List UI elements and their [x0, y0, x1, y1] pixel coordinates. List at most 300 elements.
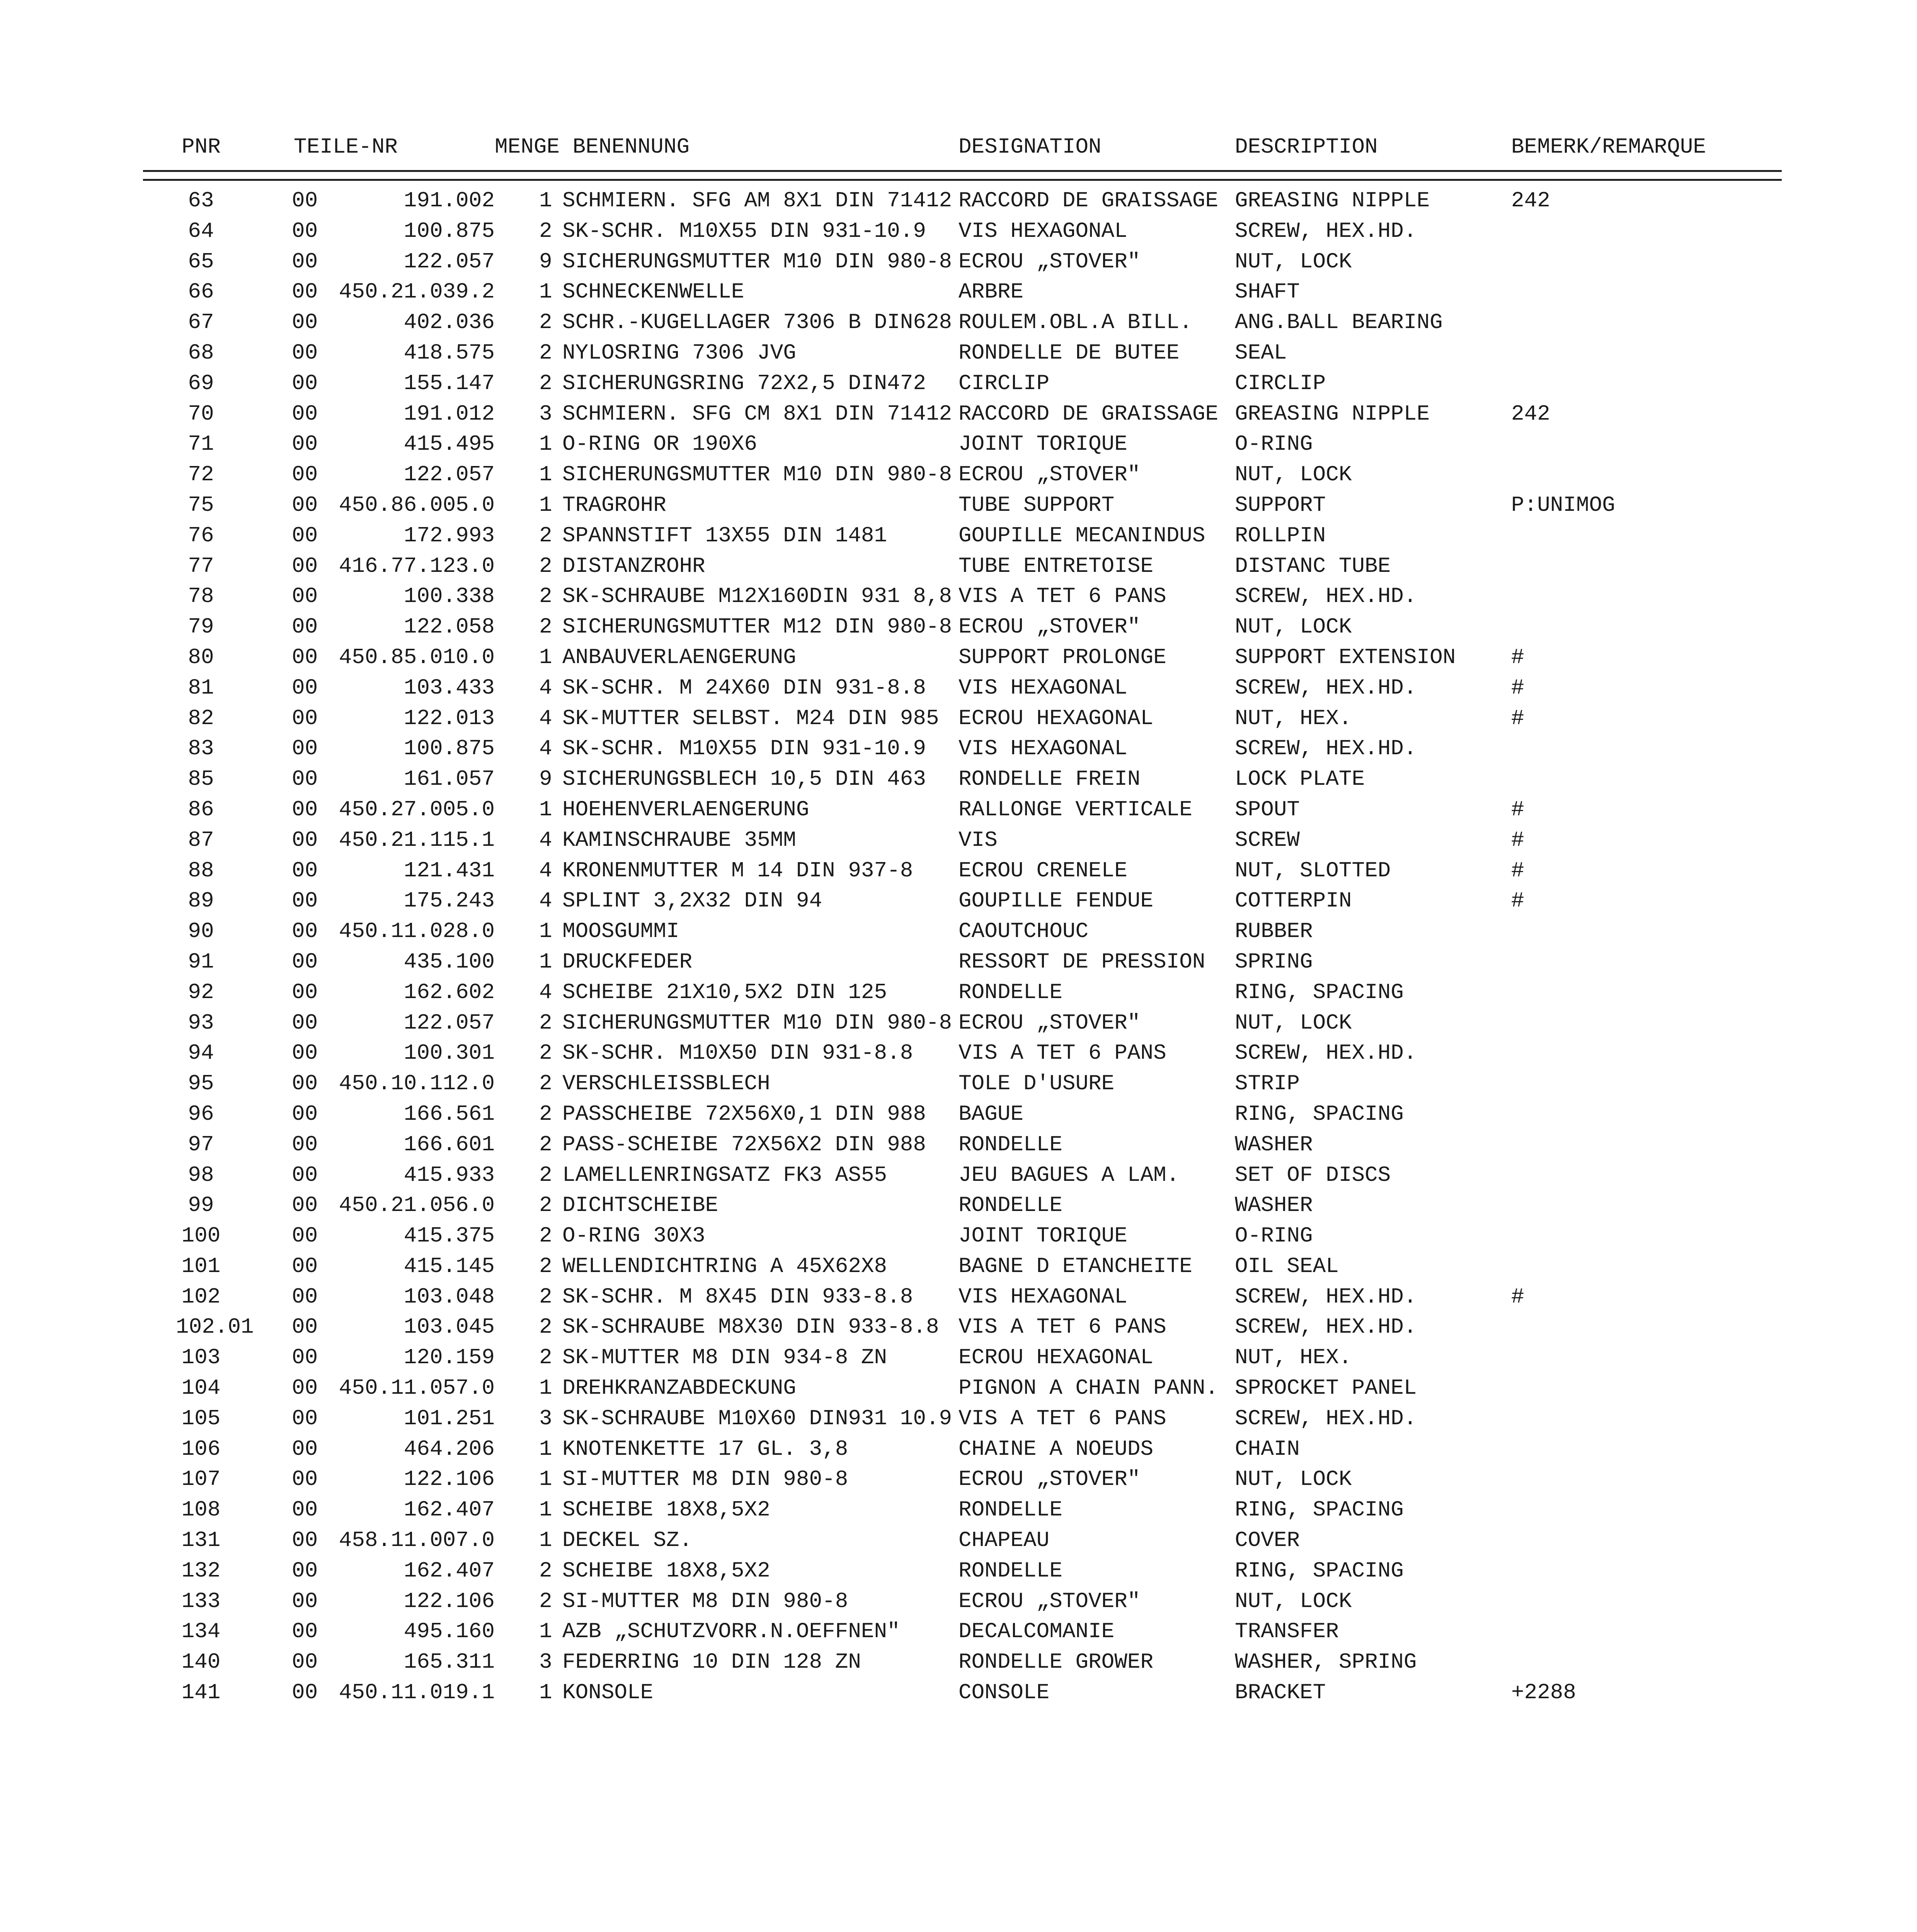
part-position-number: 88 [188, 858, 214, 883]
part-designation-fr: RONDELLE [958, 1132, 1062, 1157]
part-quantity: 1 [539, 279, 552, 304]
part-number: 435.100 [403, 949, 495, 974]
part-subcode: 00 [292, 218, 318, 243]
table-row [0, 581, 1917, 612]
part-position-number: 69 [188, 371, 214, 396]
part-position-number: 140 [181, 1650, 221, 1675]
part-position-number: 103 [181, 1345, 221, 1370]
part-position-number: 101 [181, 1253, 221, 1279]
part-subcode: 00 [292, 492, 318, 517]
part-subcode: 00 [292, 949, 318, 974]
table-row [0, 1038, 1917, 1068]
part-quantity: 2 [539, 1071, 552, 1096]
part-designation-fr: PIGNON A CHAIN PANN. [958, 1376, 1219, 1401]
part-designation-fr: VIS [958, 827, 998, 852]
part-position-number: 76 [188, 523, 214, 548]
part-quantity: 1 [539, 645, 552, 670]
table-row [0, 1556, 1917, 1586]
table-row [0, 520, 1917, 551]
part-subcode: 00 [292, 614, 318, 639]
part-quantity: 2 [539, 1101, 552, 1126]
part-designation-fr: ARBRE [958, 279, 1024, 304]
table-row [0, 977, 1917, 1008]
part-remark: +2288 [1511, 1680, 1577, 1705]
part-description-en: WASHER [1235, 1132, 1313, 1157]
part-subcode: 00 [292, 767, 318, 792]
part-quantity: 3 [539, 401, 552, 426]
part-description-en: GREASING NIPPLE [1235, 188, 1430, 213]
part-subcode: 00 [292, 675, 318, 700]
table-row [0, 764, 1917, 794]
part-remark: # [1511, 706, 1524, 731]
part-description-en: COTTERPIN [1235, 888, 1352, 913]
part-number: 415.933 [403, 1162, 495, 1187]
part-name-de: SPLINT 3,2X32 DIN 94 [562, 888, 822, 913]
table-row [0, 307, 1917, 338]
part-quantity: 3 [539, 1650, 552, 1675]
part-position-number: 89 [188, 888, 214, 913]
part-number: 165.311 [403, 1650, 495, 1675]
part-position-number: 90 [188, 919, 214, 944]
part-quantity: 2 [539, 340, 552, 365]
part-number: 450.27.005.0 [339, 797, 495, 822]
part-position-number: 141 [181, 1680, 221, 1705]
part-position-number: 63 [188, 188, 214, 213]
part-position-number: 102 [181, 1284, 221, 1309]
part-number: 464.206 [403, 1436, 495, 1461]
part-number: 450.10.112.0 [339, 1071, 495, 1096]
part-subcode: 00 [292, 279, 318, 304]
part-number: 418.575 [403, 340, 495, 365]
part-description-en: SPRING [1235, 949, 1313, 974]
table-row [0, 1586, 1917, 1617]
part-subcode: 00 [292, 797, 318, 822]
part-designation-fr: TOLE D'USURE [958, 1071, 1115, 1096]
parts-table [0, 185, 1917, 1708]
part-subcode: 00 [292, 1436, 318, 1461]
part-remark: # [1511, 1284, 1524, 1309]
part-subcode: 00 [292, 1223, 318, 1248]
part-subcode: 00 [292, 1041, 318, 1066]
part-description-en: LOCK PLATE [1235, 767, 1365, 792]
part-remark: # [1511, 797, 1524, 822]
part-name-de: SCHNECKENWELLE [562, 279, 744, 304]
part-number: 100.875 [403, 736, 495, 761]
part-designation-fr: ECROU „STOVER" [958, 249, 1141, 274]
part-position-number: 93 [188, 1010, 214, 1035]
part-position-number: 100 [181, 1223, 221, 1248]
table-row [0, 1525, 1917, 1556]
part-number: 122.058 [403, 614, 495, 639]
part-remark: P:UNIMOG [1511, 492, 1615, 517]
table-row [0, 855, 1917, 886]
part-number: 402.036 [403, 310, 495, 335]
part-position-number: 99 [188, 1193, 214, 1218]
part-quantity: 4 [539, 706, 552, 731]
part-subcode: 00 [292, 980, 318, 1005]
part-description-en: NUT, HEX. [1235, 706, 1352, 731]
part-subcode: 00 [292, 888, 318, 913]
part-number: 450.85.010.0 [339, 645, 495, 670]
part-description-en: STRIP [1235, 1071, 1300, 1096]
part-position-number: 108 [181, 1497, 221, 1522]
table-row [0, 1434, 1917, 1464]
part-name-de: KONSOLE [562, 1680, 654, 1705]
part-designation-fr: TUBE SUPPORT [958, 492, 1115, 517]
part-description-en: NUT, SLOTTED [1235, 858, 1391, 883]
part-name-de: DICHTSCHEIBE [562, 1193, 718, 1218]
part-subcode: 00 [292, 919, 318, 944]
part-description-en: SET OF DISCS [1235, 1162, 1391, 1187]
part-quantity: 2 [539, 1315, 552, 1340]
part-description-en: SCREW, HEX.HD. [1235, 1315, 1417, 1340]
part-designation-fr: CONSOLE [958, 1680, 1050, 1705]
part-designation-fr: TUBE ENTRETOISE [958, 553, 1154, 578]
part-number: 120.159 [403, 1345, 495, 1370]
part-designation-fr: VIS A TET 6 PANS [958, 1041, 1166, 1066]
part-designation-fr: DECALCOMANIE [958, 1619, 1115, 1644]
part-name-de: NYLOSRING 7306 JVG [562, 340, 796, 365]
part-number: 162.602 [403, 980, 495, 1005]
part-name-de: DECKEL SZ. [562, 1528, 693, 1553]
part-name-de: LAMELLENRINGSATZ FK3 AS55 [562, 1162, 887, 1187]
part-designation-fr: JOINT TORIQUE [958, 1223, 1127, 1248]
part-number: 122.057 [403, 462, 495, 487]
table-row [0, 551, 1917, 582]
part-designation-fr: ECROU „STOVER" [958, 1467, 1141, 1492]
part-remark: 242 [1511, 401, 1550, 426]
table-row [0, 459, 1917, 490]
part-designation-fr: SUPPORT PROLONGE [958, 645, 1166, 670]
part-designation-fr: RONDELLE [958, 980, 1062, 1005]
part-name-de: DRUCKFEDER [562, 949, 693, 974]
part-subcode: 00 [292, 1467, 318, 1492]
part-name-de: SK-MUTTER SELBST. M24 DIN 985 [562, 706, 939, 731]
part-position-number: 96 [188, 1101, 214, 1126]
part-number: 100.338 [403, 584, 495, 609]
part-description-en: SCREW [1235, 827, 1300, 852]
part-number: 415.495 [403, 432, 495, 457]
part-name-de: SICHERUNGSBLECH 10,5 DIN 463 [562, 767, 926, 792]
part-remark: # [1511, 827, 1524, 852]
part-subcode: 00 [292, 1193, 318, 1218]
part-subcode: 00 [292, 1680, 318, 1705]
table-row [0, 399, 1917, 429]
table-row [0, 1342, 1917, 1373]
part-quantity: 1 [539, 949, 552, 974]
table-row [0, 1312, 1917, 1342]
part-quantity: 1 [539, 1680, 552, 1705]
part-name-de: SK-SCHR. M10X55 DIN 931-10.9 [562, 218, 926, 243]
part-subcode: 00 [292, 401, 318, 426]
part-subcode: 00 [292, 1010, 318, 1035]
part-name-de: WELLENDICHTRING A 45X62X8 [562, 1253, 887, 1279]
table-row [0, 338, 1917, 368]
part-remark: # [1511, 675, 1524, 700]
part-quantity: 1 [539, 919, 552, 944]
part-name-de: MOOSGUMMI [562, 919, 679, 944]
part-description-en: RING, SPACING [1235, 1101, 1404, 1126]
part-quantity: 2 [539, 1284, 552, 1309]
part-name-de: SICHERUNGSMUTTER M12 DIN 980-8 [562, 614, 952, 639]
part-designation-fr: CIRCLIP [958, 371, 1050, 396]
part-designation-fr: RALLONGE VERTICALE [958, 797, 1192, 822]
table-row [0, 642, 1917, 673]
part-designation-fr: ECROU CRENELE [958, 858, 1127, 883]
part-number: 415.145 [403, 1253, 495, 1279]
part-designation-fr: RESSORT DE PRESSION [958, 949, 1205, 974]
table-row [0, 733, 1917, 764]
part-name-de: SK-SCHRAUBE M12X160DIN 931 8,8 [562, 584, 952, 609]
part-description-en: CIRCLIP [1235, 371, 1326, 396]
part-number: 450.11.057.0 [339, 1376, 495, 1401]
part-position-number: 66 [188, 279, 214, 304]
part-subcode: 00 [292, 1650, 318, 1675]
table-row [0, 825, 1917, 855]
part-subcode: 00 [292, 371, 318, 396]
part-quantity: 4 [539, 888, 552, 913]
part-description-en: SEAL [1235, 340, 1287, 365]
part-position-number: 78 [188, 584, 214, 609]
table-row [0, 1221, 1917, 1251]
part-quantity: 2 [539, 523, 552, 548]
part-subcode: 00 [292, 1558, 318, 1583]
part-description-en: RING, SPACING [1235, 980, 1404, 1005]
table-row [0, 1008, 1917, 1038]
part-quantity: 2 [539, 1041, 552, 1066]
part-description-en: SCREW, HEX.HD. [1235, 1284, 1417, 1309]
part-position-number: 79 [188, 614, 214, 639]
part-description-en: NUT, LOCK [1235, 1588, 1352, 1614]
part-number: 161.057 [403, 767, 495, 792]
part-description-en: DISTANC TUBE [1235, 553, 1391, 578]
part-name-de: DISTANZROHR [562, 553, 705, 578]
part-designation-fr: VIS HEXAGONAL [958, 675, 1127, 700]
part-position-number: 131 [181, 1528, 221, 1553]
part-number: 175.243 [403, 888, 495, 913]
part-designation-fr: CHAINE A NOEUDS [958, 1436, 1154, 1461]
part-position-number: 82 [188, 706, 214, 731]
part-description-en: SCREW, HEX.HD. [1235, 584, 1417, 609]
part-number: 415.375 [403, 1223, 495, 1248]
part-subcode: 00 [292, 1497, 318, 1522]
part-designation-fr: ECROU „STOVER" [958, 1588, 1141, 1614]
part-subcode: 00 [292, 1345, 318, 1370]
part-position-number: 75 [188, 492, 214, 517]
part-number: 162.407 [403, 1558, 495, 1583]
part-designation-fr: ECROU HEXAGONAL [958, 706, 1154, 731]
part-description-en: TRANSFER [1235, 1619, 1339, 1644]
part-description-en: RUBBER [1235, 919, 1313, 944]
part-quantity: 2 [539, 1253, 552, 1279]
part-subcode: 00 [292, 523, 318, 548]
part-name-de: ANBAUVERLAENGERUNG [562, 645, 796, 670]
part-number: 172.993 [403, 523, 495, 548]
part-description-en: SUPPORT [1235, 492, 1326, 517]
part-number: 122.106 [403, 1588, 495, 1614]
part-description-en: CHAIN [1235, 1436, 1300, 1461]
part-quantity: 1 [539, 1497, 552, 1522]
part-designation-fr: ROULEM.OBL.A BILL. [958, 310, 1192, 335]
part-description-en: SPOUT [1235, 797, 1300, 822]
part-name-de: SI-MUTTER M8 DIN 980-8 [562, 1588, 848, 1614]
part-position-number: 106 [181, 1436, 221, 1461]
header-divider [143, 170, 1782, 181]
part-remark: # [1511, 888, 1524, 913]
table-row [0, 368, 1917, 399]
part-position-number: 104 [181, 1376, 221, 1401]
part-position-number: 95 [188, 1071, 214, 1096]
part-subcode: 00 [292, 553, 318, 578]
part-name-de: TRAGROHR [562, 492, 666, 517]
part-number: 100.301 [403, 1041, 495, 1066]
part-designation-fr: BAGUE [958, 1101, 1024, 1126]
part-number: 100.875 [403, 218, 495, 243]
part-position-number: 81 [188, 675, 214, 700]
part-name-de: FEDERRING 10 DIN 128 ZN [562, 1650, 861, 1675]
part-subcode: 00 [292, 827, 318, 852]
part-quantity: 9 [539, 767, 552, 792]
part-description-en: NUT, HEX. [1235, 1345, 1352, 1370]
part-number: 103.048 [403, 1284, 495, 1309]
part-number: 458.11.007.0 [339, 1528, 495, 1553]
part-name-de: PASS-SCHEIBE 72X56X2 DIN 988 [562, 1132, 926, 1157]
part-designation-fr: BAGNE D ETANCHEITE [958, 1253, 1192, 1279]
part-name-de: SK-SCHR. M 24X60 DIN 931-8.8 [562, 675, 926, 700]
part-subcode: 00 [292, 1101, 318, 1126]
part-name-de: SK-SCHR. M10X55 DIN 931-10.9 [562, 736, 926, 761]
part-quantity: 1 [539, 432, 552, 457]
part-description-en: WASHER [1235, 1193, 1313, 1218]
part-quantity: 1 [539, 462, 552, 487]
part-subcode: 00 [292, 1315, 318, 1340]
part-subcode: 00 [292, 1253, 318, 1279]
table-row [0, 886, 1917, 916]
part-designation-fr: ECROU „STOVER" [958, 614, 1141, 639]
part-description-en: OIL SEAL [1235, 1253, 1339, 1279]
part-designation-fr: VIS A TET 6 PANS [958, 1315, 1166, 1340]
part-subcode: 00 [292, 462, 318, 487]
table-row [0, 1403, 1917, 1434]
part-position-number: 92 [188, 980, 214, 1005]
part-number: 122.057 [403, 249, 495, 274]
table-row [0, 1282, 1917, 1312]
part-subcode: 00 [292, 188, 318, 213]
part-designation-fr: VIS HEXAGONAL [958, 218, 1127, 243]
part-number: 450.11.019.1 [339, 1680, 495, 1705]
part-position-number: 65 [188, 249, 214, 274]
part-description-en: SHAFT [1235, 279, 1300, 304]
table-row [0, 1129, 1917, 1160]
part-description-en: WASHER, SPRING [1235, 1650, 1417, 1675]
part-quantity: 2 [539, 1132, 552, 1157]
part-subcode: 00 [292, 310, 318, 335]
part-subcode: 00 [292, 1071, 318, 1096]
part-description-en: NUT, LOCK [1235, 249, 1352, 274]
part-number: 122.013 [403, 706, 495, 731]
table-row [0, 216, 1917, 247]
part-name-de: SCHEIBE 18X8,5X2 [562, 1497, 770, 1522]
part-designation-fr: RONDELLE DE BUTEE [958, 340, 1180, 365]
part-name-de: VERSCHLEISSBLECH [562, 1071, 770, 1096]
part-name-de: SCHMIERN. SFG CM 8X1 DIN 71412 [562, 401, 952, 426]
part-quantity: 4 [539, 675, 552, 700]
part-designation-fr: CAOUTCHOUC [958, 919, 1089, 944]
part-description-en: RING, SPACING [1235, 1497, 1404, 1522]
table-row [0, 1616, 1917, 1647]
part-quantity: 4 [539, 980, 552, 1005]
part-subcode: 00 [292, 706, 318, 731]
part-description-en: SCREW, HEX.HD. [1235, 675, 1417, 700]
part-name-de: O-RING 30X3 [562, 1223, 705, 1248]
part-remark: # [1511, 858, 1524, 883]
table-row [0, 1099, 1917, 1129]
part-description-en: NUT, LOCK [1235, 1010, 1352, 1035]
part-description-en: O-RING [1235, 432, 1313, 457]
part-description-en: GREASING NIPPLE [1235, 401, 1430, 426]
part-number: 450.86.005.0 [339, 492, 495, 517]
part-quantity: 2 [539, 1345, 552, 1370]
part-position-number: 107 [181, 1467, 221, 1492]
part-subcode: 00 [292, 249, 318, 274]
part-position-number: 70 [188, 401, 214, 426]
part-description-en: SPROCKET PANEL [1235, 1376, 1417, 1401]
part-designation-fr: RACCORD DE GRAISSAGE [958, 401, 1219, 426]
part-number: 166.561 [403, 1101, 495, 1126]
part-number: 166.601 [403, 1132, 495, 1157]
table-row [0, 1373, 1917, 1403]
part-number: 121.431 [403, 858, 495, 883]
part-designation-fr: JEU BAGUES A LAM. [958, 1162, 1180, 1187]
part-description-en: NUT, LOCK [1235, 462, 1352, 487]
header-pnr: PNR [182, 134, 221, 159]
part-description-en: BRACKET [1235, 1680, 1326, 1705]
table-row [0, 429, 1917, 459]
part-position-number: 83 [188, 736, 214, 761]
table-row [0, 1251, 1917, 1282]
part-name-de: SCHEIBE 21X10,5X2 DIN 125 [562, 980, 887, 1005]
part-name-de: SICHERUNGSMUTTER M10 DIN 980-8 [562, 462, 952, 487]
part-designation-fr: RONDELLE [958, 1497, 1062, 1522]
part-name-de: SK-MUTTER M8 DIN 934-8 ZN [562, 1345, 887, 1370]
header-menge-benennung: MENGE BENENNUNG [495, 134, 690, 159]
part-subcode: 00 [292, 1132, 318, 1157]
part-designation-fr: RONDELLE [958, 1193, 1062, 1218]
part-quantity: 1 [539, 188, 552, 213]
table-row [0, 612, 1917, 642]
part-number: 101.251 [403, 1406, 495, 1431]
part-quantity: 2 [539, 1162, 552, 1187]
header-designation: DESIGNATION [958, 134, 1102, 159]
part-position-number: 105 [181, 1406, 221, 1431]
part-position-number: 72 [188, 462, 214, 487]
part-remark: # [1511, 645, 1524, 670]
part-designation-fr: GOUPILLE MECANINDUS [958, 523, 1205, 548]
part-number: 495.160 [403, 1619, 495, 1644]
part-description-en: RING, SPACING [1235, 1558, 1404, 1583]
part-subcode: 00 [292, 1528, 318, 1553]
part-designation-fr: RACCORD DE GRAISSAGE [958, 188, 1219, 213]
part-name-de: SK-SCHRAUBE M10X60 DIN931 10.9 [562, 1406, 952, 1431]
part-quantity: 2 [539, 218, 552, 243]
part-name-de: SCHEIBE 18X8,5X2 [562, 1558, 770, 1583]
part-designation-fr: JOINT TORIQUE [958, 432, 1127, 457]
part-description-en: O-RING [1235, 1223, 1313, 1248]
part-name-de: PASSCHEIBE 72X56X0,1 DIN 988 [562, 1101, 926, 1126]
part-quantity: 1 [539, 1619, 552, 1644]
table-row [0, 947, 1917, 977]
part-subcode: 00 [292, 1406, 318, 1431]
